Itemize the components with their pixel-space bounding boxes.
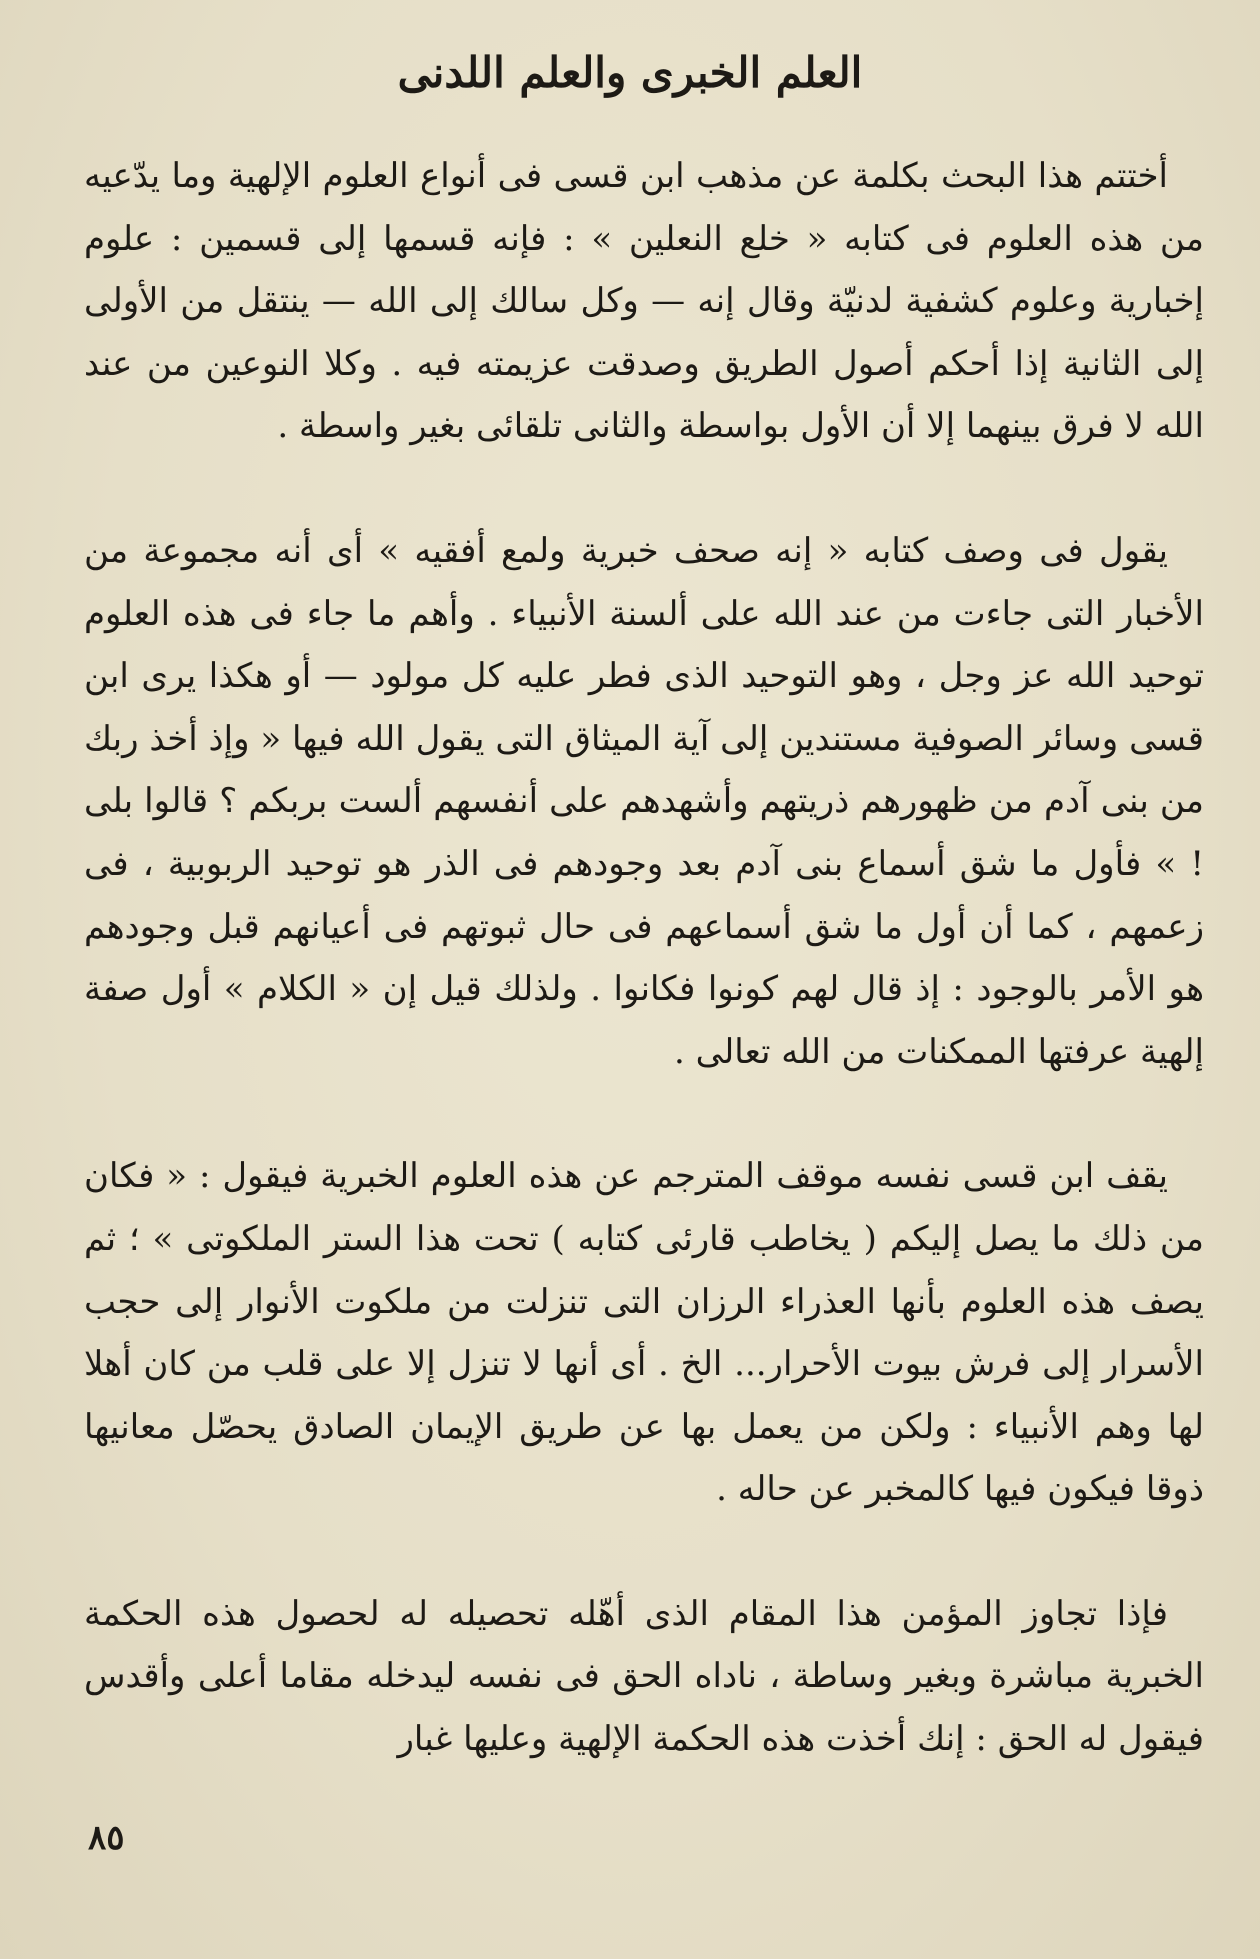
paragraph-1: أختتم هذا البحث بكلمة عن مذهب ابن قسى فى أنواع العلوم الإلهية وما يدّعيه من هذه العلوم فى كتابه « خلع النعلين » : فإنه قسمها إلى قسمين : علوم إخبارية وعلوم كشفية لدنيّة وقال إنه — وكل سالك إلى الله — ينتقل من الأولى إلى الثانية إذا أحكم أصول الطريق وصدقت عزيمته فيه . وكلا النوعين من عند الله لا فرق بينهما إلا أن الأول بواسطة والثانى تلقائى بغير واسطة .	[84, 156, 1204, 447]
page-title: العلم الخبرى والعلم اللدنى	[397, 48, 863, 97]
paragraph-4: فإذا تجاوز المؤمن هذا المقام الذى أهّله تحصيله له لحصول هذه الحكمة الخبرية مباشرة وبغير وساطة ، ناداه الحق فى نفسه ليدخله مقاما أعلى وأقدس فيقول له الحق : إنك أخذت هذه الحكمة الإلهية وعليها غبار	[84, 1593, 1204, 1760]
paragraph-3: يقف ابن قسى نفسه موقف المترجم عن هذه العلوم الخبرية فيقول : « فكان من ذلك ما يصل إليكم ( يخاطب قارئى كتابه ) تحت هذا الستر الملكوتى » ؛ ثم يصف هذه العلوم بأنها العذراء الرزان التى تنزلت من ملكوت الأنوار إلى حجب الأسرار إلى فرش بيوت الأحرار... الخ . أى أنها لا تنزل إلا على قلب من كان أهلا لها وهم الأنبياء : ولكن من يعمل بها عن طريق الإيمان الصادق يحصّل معانيها ذوقا فيكون فيها كالمخبر عن حاله .	[84, 1156, 1204, 1510]
body-text	[84, 145, 1204, 1771]
page-number: ٨٥	[88, 1818, 125, 1858]
paragraph-2: يقول فى وصف كتابه « إنه صحف خبرية ولمع أفقيه » أى أنه مجموعة من الأخبار التى جاءت من عند الله على ألسنة الأنبياء . وأهم ما جاء فى هذه العلوم توحيد الله عز وجل ، وهو التوحيد الذى فطر عليه كل مولود — أو هكذا يرى ابن قسى وسائر الصوفية مستندين إلى آية الميثاق التى يقول الله فيها « وإذ أخذ ربك من بنى آدم من ظهورهم ذريتهم وأشهدهم على أنفسهم ألست بربكم ؟ قالوا بلى ! » فأول ما شق أسماع بنى آدم بعد وجودهم فى الذر هو توحيد الربوبية ، فى زعمهم ، كما أن أول ما شق أسماعهم فى حال ثبوتهم فى أعيانهم قبل وجودهم هو الأمر بالوجود : إذ قال لهم كونوا فكانوا . ولذلك قيل إن « الكلام » أول صفة إلهية عرفتها الممكنات من الله تعالى .	[84, 530, 1204, 1072]
